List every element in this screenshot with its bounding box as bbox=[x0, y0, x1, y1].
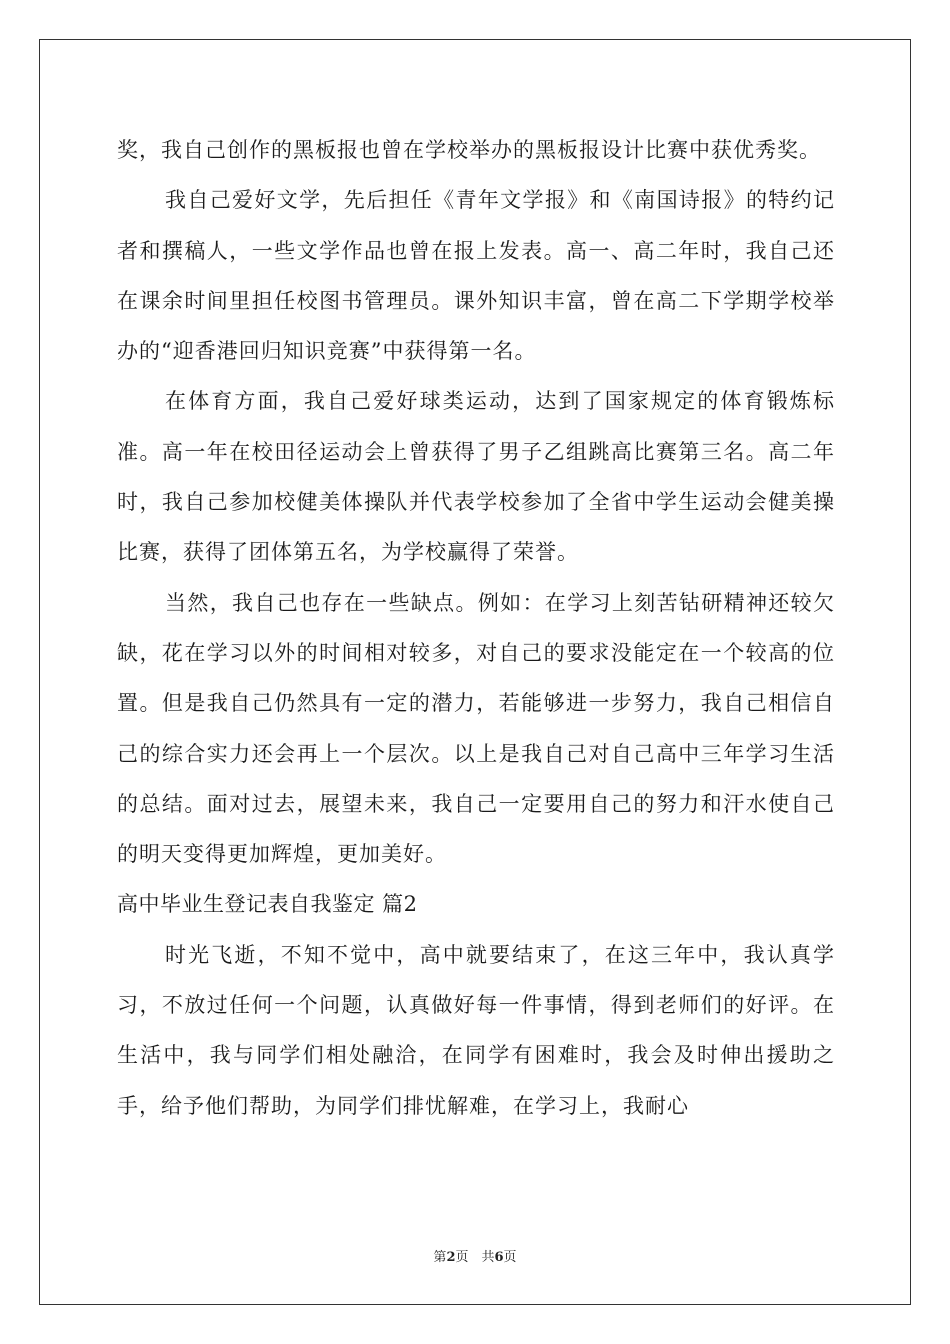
paragraph: 时光飞逝，不知不觉中，高中就要结束了，在这三年中，我认真学习，不放过任何一个问题，认真做好每一件事情，得到老师们的好评。在生活中，我与同学们相处融洽，在同学有困难时，我会及时伸出援助之手，给予他们帮助，为同学们排忧解难，在学习上，我耐心 bbox=[117, 942, 835, 1118]
document-body bbox=[117, 125, 835, 1131]
footer-suffix: 页 bbox=[503, 1250, 517, 1265]
page-footer bbox=[0, 1246, 950, 1265]
section-heading: 高中毕业生登记表自我鉴定 篇2 bbox=[117, 892, 418, 917]
paragraph: 当然，我自己也存在一些缺点。例如：在学习上刻苦钻研精神还较欠缺，花在学习以外的时间相对较多，对自己的要求没能定在一个较高的位置。但是我自己仍然具有一定的潜力，若能够进一步努力，我自己相信自己的综合实力还会再上一个层次。以上是我自己对自己高中三年学习生活的总结。面对过去，展望未来，我自己一定要用自己的努力和汗水使自己的明天变得更加辉煌，更加美好。 bbox=[117, 590, 835, 867]
paragraph: 在体育方面，我自己爱好球类运动，达到了国家规定的体育锻炼标准。高一年在校田径运动会上曾获得了男子乙组跳高比赛第三名。高二年时，我自己参加校健美体操队并代表学校参加了全省中学生运动会健美操比赛，获得了团体第五名，为学校赢得了荣誉。 bbox=[117, 389, 835, 565]
footer-total-pages: 6 bbox=[494, 1250, 504, 1265]
paragraph: 奖，我自己创作的黑板报也曾在学校举办的黑板报设计比赛中获优秀奖。 bbox=[117, 138, 821, 162]
paragraph: 我自己爱好文学，先后担任《青年文学报》和《南国诗报》的特约记者和撰稿人，一些文学作品也曾在报上发表。高一、高二年时，我自己还在课余时间里担任校图书管理员。课外知识丰富，曾在高二下学期学校举办的“迎香港回归知识竞赛”中获得第一名。 bbox=[117, 188, 835, 364]
footer-current-page: 2 bbox=[446, 1250, 456, 1265]
footer-mid: 页 共 bbox=[455, 1250, 495, 1265]
footer-prefix: 第 bbox=[433, 1250, 447, 1265]
